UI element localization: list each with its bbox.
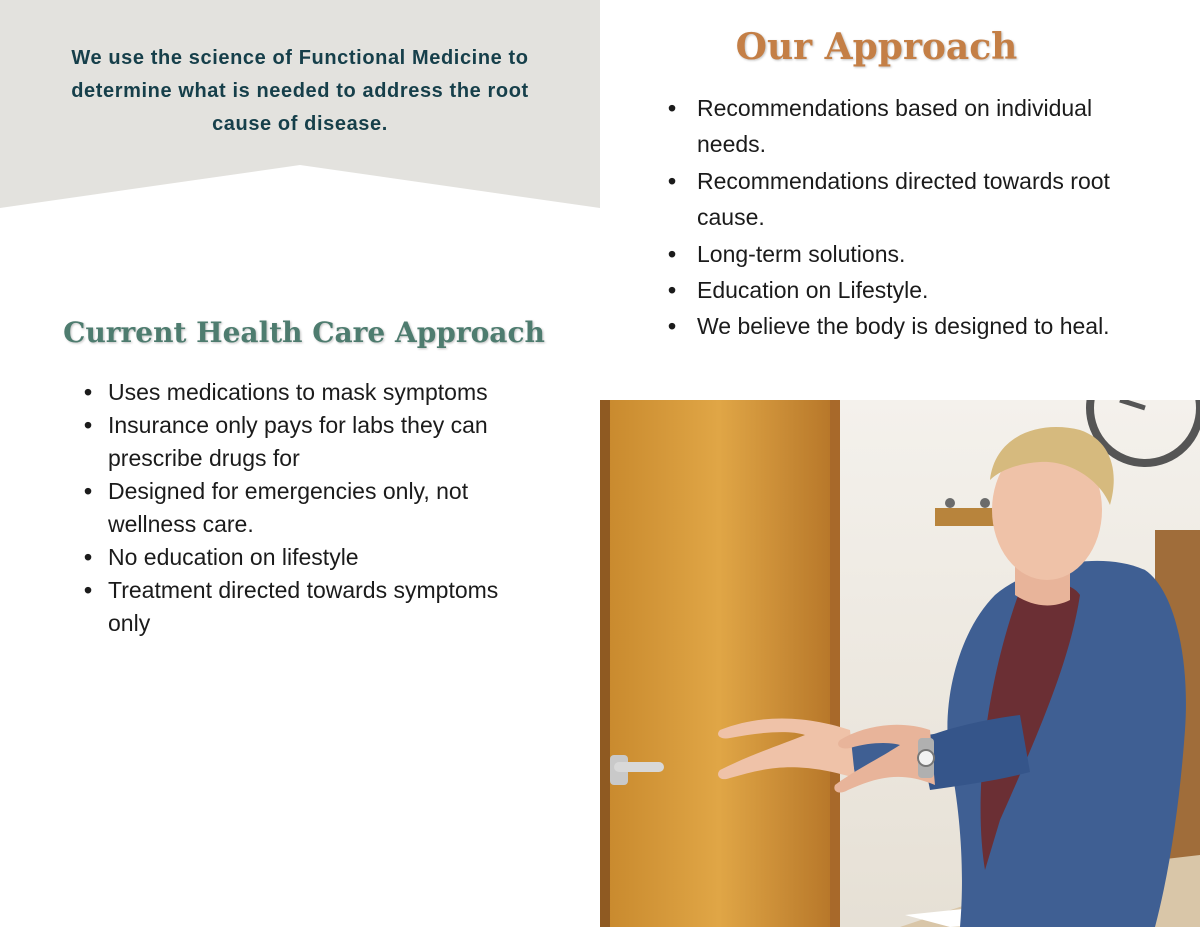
bullet-icon: • xyxy=(84,379,93,405)
bullet-icon: • xyxy=(84,544,93,570)
bullet-icon: • xyxy=(668,313,677,340)
bullet-icon: • xyxy=(668,95,677,121)
our-approach-title: Our Approach xyxy=(735,26,1018,68)
bullet-icon: • xyxy=(84,577,93,603)
banner-text: We use the science of Functional Medicine to determine what is needed to address the root cause of disease. xyxy=(71,47,529,135)
doctor-photo xyxy=(600,400,1200,927)
list-item: • Education on Lifestyle. xyxy=(668,272,1148,308)
list-item: • Treatment directed towards symptoms only xyxy=(84,574,544,640)
list-item: • Insurance only pays for labs they can prescribe drugs for xyxy=(84,409,544,475)
our-approach-list xyxy=(668,90,1148,345)
list-item: • No education on lifestyle xyxy=(84,541,544,574)
list-item: • Long-term solutions. xyxy=(668,236,1148,272)
current-approach-list xyxy=(84,376,544,640)
bullet-icon: • xyxy=(668,167,677,194)
list-item: • We believe the body is designed to heal. xyxy=(668,308,1148,344)
bullet-icon: • xyxy=(668,240,677,267)
list-item: • Recommendations directed towards root cause. xyxy=(668,163,1148,236)
list-item: • Recommendations based on individual needs. xyxy=(668,90,1148,163)
bullet-icon: • xyxy=(84,412,93,438)
list-item: • Designed for emergencies only, not wellness care. xyxy=(84,475,544,541)
bullet-icon: • xyxy=(84,478,93,504)
current-approach-title: Current Health Care Approach xyxy=(63,316,545,349)
bullet-icon: • xyxy=(668,277,677,304)
list-item: • Uses medications to mask symptoms xyxy=(84,376,544,409)
doctor-illustration xyxy=(600,400,1200,927)
intro-banner xyxy=(0,0,600,210)
